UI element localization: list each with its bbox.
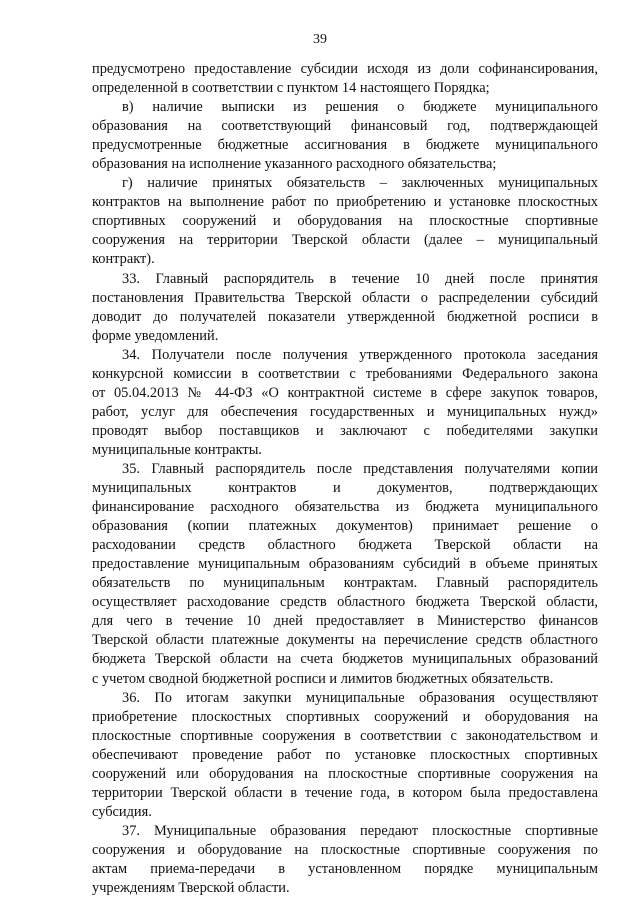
text-line: конкурсной комиссии в соответствии с требованиями Федерального закона — [92, 365, 598, 382]
text-line: проводят выбор поставщиков и заключают с победителями закупки — [92, 422, 598, 439]
text-line: с учетом сводной бюджетной росписи и лимитов бюджетных обязательств. — [92, 670, 554, 687]
text-line: от 05.04.2013 № 44-ФЗ «О контрактной системе в сфере закупок товаров, — [92, 384, 598, 401]
text-line: приобретение плоскостных спортивных сооружений и оборудования на — [92, 708, 598, 725]
text-line: муниципальные контракты. — [92, 441, 262, 458]
text-line: для чего в течение 10 дней предоставляет в Министерство финансов — [92, 613, 598, 630]
text-line: сооружений или оборудования на плоскостные спортивные сооружения на — [92, 765, 598, 782]
text-line: 37. Муниципальные образования передают плоскостные спортивные — [122, 822, 598, 839]
text-line: контрактов на выполнение работ по приобретению и установке плоскостных — [92, 194, 598, 211]
text-line: контракт). — [92, 251, 155, 268]
text-line: образования на соответствующий финансовый год, подтверждающей — [92, 118, 598, 135]
text-line: осуществляет расходование средств областного бюджета Тверской области, — [92, 594, 598, 611]
text-line: Тверской области платежные документы на перечисление средств областного — [92, 632, 598, 649]
text-line: территории Тверской области в течение года, в котором была предоставлена — [92, 784, 598, 801]
text-line: предусмотрено предоставление субсидии исходя из доли софинансирования, — [92, 61, 598, 77]
text-line: предоставление муниципальным образованиям субсидий в объеме принятых — [92, 556, 598, 573]
text-line: актам приема-передачи в установленном порядке муниципальным — [92, 860, 598, 877]
page-number: 39 — [313, 32, 327, 47]
text-line: учреждениям Тверской области. — [92, 880, 290, 897]
text-line: плоскостные спортивные сооружения в соответствии с законодательством и — [92, 727, 598, 744]
text-line: форме уведомлений. — [92, 327, 219, 344]
text-line: обеспечивают проведение работ по установке плоскостных спортивных — [92, 746, 598, 763]
text-line: обязательств по муниципальным контрактам. Главный распорядитель — [92, 575, 598, 592]
text-line: образования на исполнение указанного расходного обязательства; — [92, 156, 497, 173]
text-line: в) наличие выписки из решения о бюджете муниципального — [122, 99, 598, 116]
text-line: постановления Правительства Тверской области о распределении субсидий — [92, 289, 598, 306]
text-line: сооружения и оборудование на плоскостные спортивные сооружения по — [92, 841, 598, 858]
text-line: сооружения на территории Тверской области (далее – муниципальный — [92, 232, 598, 249]
text-line: расходовании средств областного бюджета Тверской области на — [92, 537, 598, 554]
text-line: муниципальных контрактов и документов, подтверждающих — [92, 480, 598, 497]
text-line: 35. Главный распорядитель после представления получателями копии — [122, 460, 598, 477]
text-line: определенной в соответствии с пунктом 14 настоящего Порядка; — [92, 80, 490, 97]
text-line: финансирование расходного обязательства из бюджета муниципального — [92, 499, 598, 516]
text-line: работ, услуг для обеспечения государственных и муниципальных нужд» — [92, 403, 598, 420]
text-line: предусмотренные бюджетные ассигнования в бюджете муниципального — [92, 137, 598, 154]
text-line: бюджета Тверской области на счета бюджетов муниципальных образований — [92, 651, 598, 668]
text-line: субсидия. — [92, 803, 152, 820]
text-line: 34. Получатели после получения утвержденного протокола заседания — [122, 346, 598, 363]
text-line: г) наличие принятых обязательств – заключенных муниципальных — [122, 175, 598, 192]
document-body — [92, 60, 598, 898]
text-line: 33. Главный распорядитель в течение 10 дней после принятия — [122, 270, 598, 287]
text-line: доводит до получателей показатели утвержденной бюджетной росписи в — [92, 308, 598, 325]
text-line: образования (копии платежных документов) принимает решение о — [92, 518, 598, 535]
text-line: 36. По итогам закупки муниципальные образования осуществляют — [122, 689, 598, 706]
text-line: спортивных сооружений и оборудования на плоскостные спортивные — [92, 213, 598, 230]
